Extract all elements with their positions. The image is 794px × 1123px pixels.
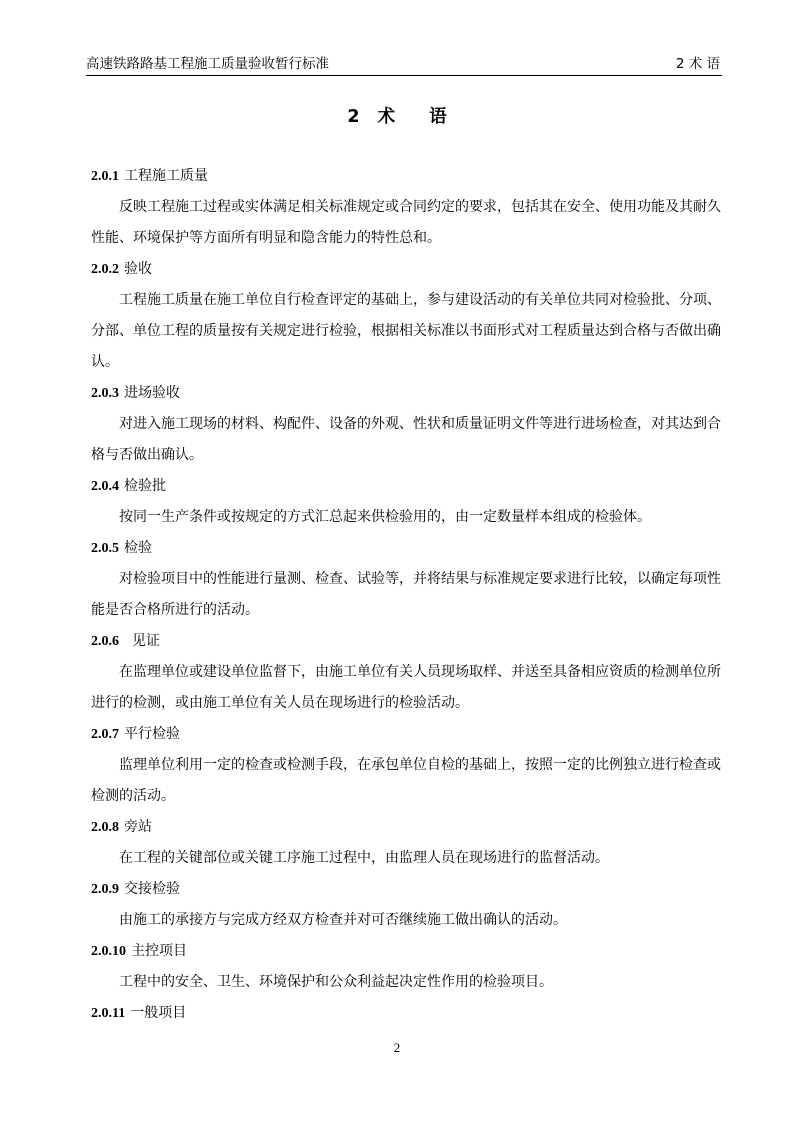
term-name: 交接检验 [124,881,180,897]
chapter-number: 2 [347,107,360,127]
header-divider [86,75,722,76]
header-chapter-label: 2 术 语 [675,56,720,72]
term-heading [91,936,721,967]
term-definition: 在工程的关键部位或关键工序施工过程中，由监理人员在现场进行的监督活动。 [119,850,609,866]
term-heading [91,626,721,657]
term-definition: 对检验项目中的性能进行量测、检查、试验等，并将结果与标准规定要求进行比较，以确定每项性能是否合格所进行的活动。 [91,571,721,618]
terms-list [91,161,721,1029]
term-number: 2.0.9 [91,882,119,897]
term-heading [91,874,721,905]
term-name: 进场验收 [124,385,180,401]
term-definition: 监理单位利用一定的检查或检测手段，在承包单位自检的基础上，按照一定的比例独立进行检查或检测的活动。 [91,757,721,804]
term-name: 检验 [124,540,152,556]
term-number: 2.0.10 [91,944,126,959]
term-heading [91,378,721,409]
term-number: 2.0.8 [91,820,119,835]
term-name: 检验批 [124,478,166,494]
term-entry [91,626,721,719]
term-entry [91,998,721,1029]
term-entry [91,719,721,812]
term-definition: 工程中的安全、卫生、环境保护和公众利益起决定性作用的检验项目。 [119,974,553,990]
term-number: 2.0.1 [91,169,119,184]
chapter-title [0,104,794,130]
term-number: 2.0.6 [91,634,119,649]
term-heading [91,533,721,564]
term-definition: 在监理单位或建设单位监督下，由施工单位有关人员现场取样、并送至具备相应资质的检测单位所进行的检测，或由施工单位有关人员在现场进行的检验活动。 [91,664,721,711]
term-definition: 由施工的承接方与完成方经双方检查并对可否继续施工做出确认的活动。 [119,912,567,928]
running-header [86,54,722,75]
term-entry [91,161,721,254]
term-heading [91,719,721,750]
term-number: 2.0.2 [91,262,119,277]
term-definition: 对进入施工现场的材料、构配件、设备的外观、性状和质量证明文件等进行进场检查，对其达到合格与否做出确认。 [91,416,721,463]
term-entry [91,874,721,936]
term-entry [91,533,721,626]
term-number: 2.0.5 [91,541,119,556]
term-name: 主控项目 [131,943,187,959]
term-name: 工程施工质量 [124,168,208,184]
term-number: 2.0.3 [91,386,119,401]
term-definition: 按同一生产条件或按规定的方式汇总起来供检验用的，由一定数量样本组成的检验体。 [119,509,651,525]
term-heading [91,471,721,502]
term-definition: 反映工程施工过程或实体满足相关标准规定或合同约定的要求，包括其在安全、使用功能及其耐久性能、环境保护等方面所有明显和隐含能力的特性总和。 [91,199,721,246]
term-name: 一般项目 [130,1005,187,1021]
term-name: 见证 [132,633,160,649]
term-number: 2.0.7 [91,727,119,742]
term-number: 2.0.11 [91,1006,126,1021]
term-heading [91,161,721,192]
term-name: 验收 [124,261,152,277]
page-number: 2 [393,1040,401,1055]
chapter-title-char-1: 术 [377,107,396,127]
term-entry [91,812,721,874]
term-heading [91,254,721,285]
term-entry [91,254,721,378]
term-name: 旁站 [124,819,152,835]
term-definition: 工程施工质量在施工单位自行检查评定的基础上，参与建设活动的有关单位共同对检验批、分项、分部、单位工程的质量按有关规定进行检验，根据相关标准以书面形式对工程质量达到合格与否做出确认。 [91,292,721,370]
chapter-title-char-2: 语 [429,107,447,127]
term-entry [91,936,721,998]
term-heading [91,812,721,843]
term-heading [91,998,721,1029]
term-entry [91,378,721,471]
header-document-title: 高速铁路路基工程施工质量验收暂行标准 [86,56,329,72]
term-entry [91,471,721,533]
term-name: 平行检验 [124,726,180,742]
term-number: 2.0.4 [91,479,119,494]
